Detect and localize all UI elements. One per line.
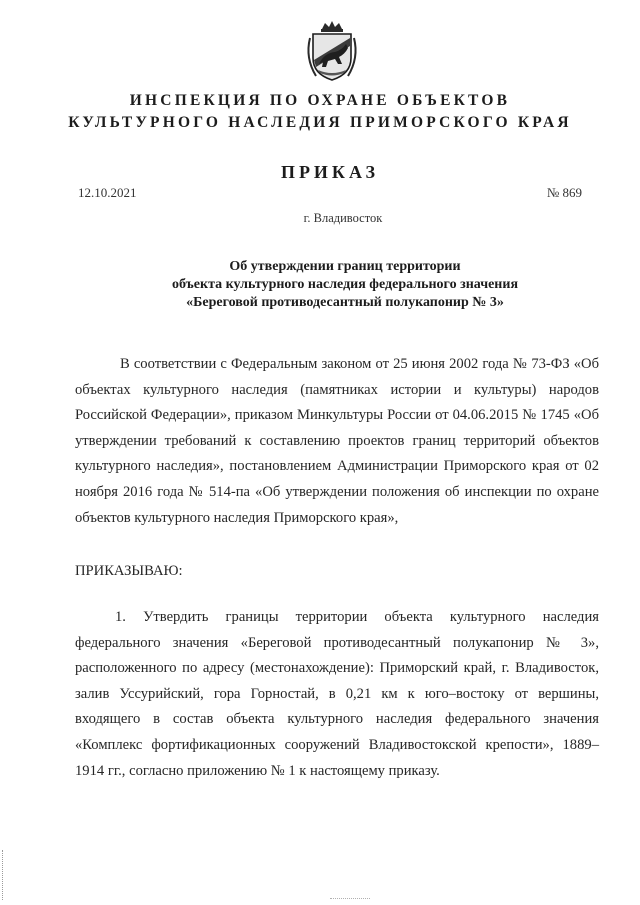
preamble-paragraph: В соответствии с Федеральным законом от 25 июня 2002 года № 73-ФЗ «Об объектах культурного наследия (памятниках истории и культуры) народов Российской Федерации», приказом Минкультуры России от 04.06.2015 № 1745 «Об утверждении требований к составлению проектов границ территорий объектов культурного наследия», постановлением Администрации Приморского края от 02 ноября 2016 года № 514-па «Об утверждении положения об инспекции по охране объектов культурного наследия Приморского края», xyxy=(75,356,599,526)
organization-name-line-2: КУЛЬТУРНОГО НАСЛЕДИЯ ПРИМОРСКОГО КРАЯ xyxy=(68,114,572,131)
document-city: г. Владивосток xyxy=(303,211,383,225)
document-title-line: объекта культурного наследия федерального значения xyxy=(171,277,519,292)
document-date: 12.10.2021 xyxy=(78,185,137,200)
document-type: ПРИКАЗ xyxy=(280,162,380,182)
organization-name-line-1: ИНСПЕКЦИЯ ПО ОХРАНЕ ОБЪЕКТОВ xyxy=(129,92,511,109)
document-number: № 869 xyxy=(546,185,582,200)
document-title-line: Об утверждении границ территории xyxy=(229,259,461,274)
scan-margin-mark xyxy=(2,850,4,900)
document-title-line: «Береговой противодесантный полукапонир № 3» xyxy=(186,295,504,310)
coat-of-arms-icon xyxy=(302,20,362,82)
document-title xyxy=(150,258,540,312)
order-keyword: ПРИКАЗЫВАЮ: xyxy=(75,563,183,579)
order-item-1-paragraph: 1. Утвердить границы территории объекта культурного наследия федерального значения «Береговой противодесантный полукапонир № 3», расположенного по адресу (местонахождение): Приморский край, г. Владивосток, залив Уссурийский, гора Горностай, в 0,21 км к юго–востоку от вершины, входящего в состав объекта культурного наследия федерального значения «Комплекс фортификационных сооружений Владивостокской крепости», 1889–1914 гг., согласно приложению № 1 к настоящему приказу. xyxy=(75,609,599,779)
scan-bottom-mark xyxy=(330,898,370,900)
